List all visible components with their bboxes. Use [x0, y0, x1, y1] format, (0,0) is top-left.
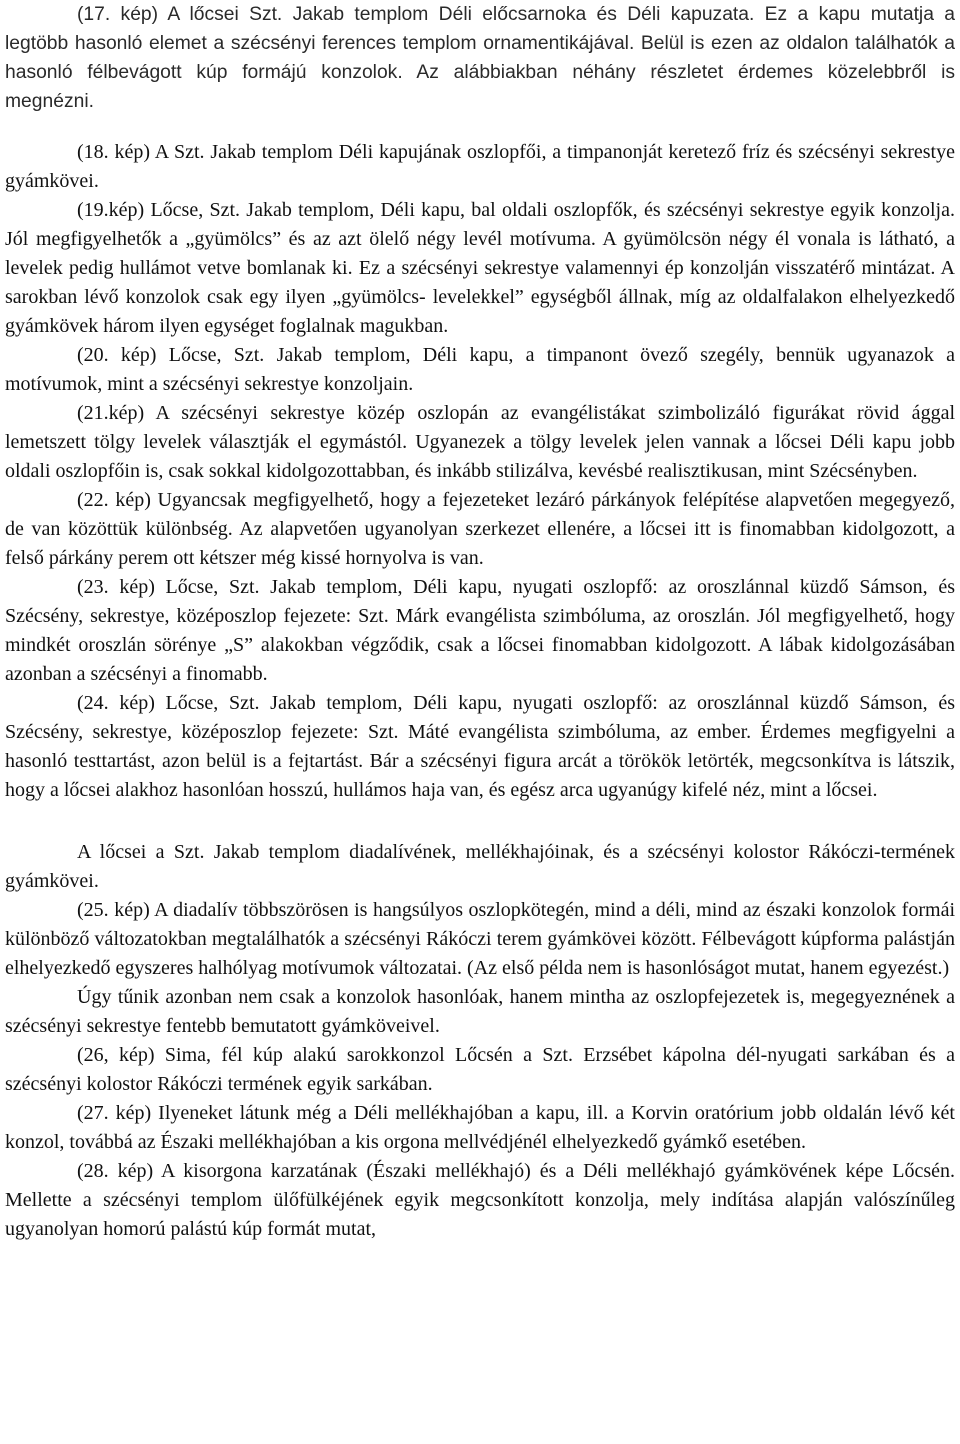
document-page	[5, 0, 955, 1444]
paragraph-17: (17. kép) A lőcsei Szt. Jakab templom Déli előcsarnoka és Déli kapuzata. Ez a kapu mutatja a legtöbb hasonló elemet a szécsényi ferences templom ornamentikájával. Belül is ezen az oldalon találhatók a hasonló félbevágott kúp formájú konzolok. Az alábbiakban néhány részletet érdemes közelebbről is megnézni.	[5, 4, 955, 112]
paragraph-21: (21.kép) A szécsényi sekrestye közép oszlopán az evangélistákat szimbolizáló figurákat rövid ággal lemetszett tölgy levelek választják el egymástól. Ugyanezek a tölgy levelek jelen vannak a lőcsei Déli kapu jobb oldali oszlopfőin is, csak sokkal kidolgozottabban, és inkább stilizálva, kevésbé realisztikusan, mint Szécsényben.	[5, 402, 955, 482]
paragraph-28: (28. kép) A kisorgona karzatának (Északi mellékhajó) és a Déli mellékhajó gyámkövének képe Lőcsén. Mellette a szécsényi templom ülőfülkéjének egyik megcsonkított konzolja, mely indítása alapján valószínűleg ugyanolyan homorú palástú kúp formát mutat,	[5, 1160, 955, 1240]
paragraph-23: (23. kép) Lőcse, Szt. Jakab templom, Déli kapu, nyugati oszlopfő: az oroszlánnal küzdő Sámson, és Szécsény, sekrestye, középoszlop fejezete: Szt. Márk evangélista szimbóluma, az oroszlán. Jól megfigyelhető, hogy mindkét oroszlán sörénye „S” alakokban végződik, csak a lőcsei finomabban kidolgozott. A lábak kidolgozásában azonban a szécsényi a finomabb.	[5, 576, 955, 685]
paragraph-24: (24. kép) Lőcse, Szt. Jakab templom, Déli kapu, nyugati oszlopfő: az oroszlánnal küzdő Sámson, és Szécsény, sekrestye, középoszlop fejezete: Szt. Máté evangélista szimbóluma, az ember. Érdemes megfigyelni a hasonló testtartást, azon belül is a fejtartást. Bár a szécsényi figura arcát a törökök letörték, megcsonkítva is látszik, hogy a lőcsei alakhoz hasonlóan hosszú, hullámos haja van, és egész arca ugyanúgy kifelé néz, mint a lőcsei.	[5, 692, 955, 801]
paragraph-20: (20. kép) Lőcse, Szt. Jakab templom, Déli kapu, a timpanont övező szegély, bennük ugyanazok a motívumok, mint a szécsényi sekrestye konzoljain.	[5, 344, 955, 395]
paragraph-22: (22. kép) Ugyancsak megfigyelhető, hogy a fejezeteket lezáró párkányok felépítése alapvetően megegyező, de van közöttük különbség. Az alapvetően ugyanolyan szerkezet ellenére, a lőcsei itt is finomabban kidolgozott, a felső párkány perem ott kétszer még kissé hornyolva is van.	[5, 489, 955, 569]
paragraph-25: (25. kép) A diadalív többszörösen is hangsúlyos oszlopkötegén, mind a déli, mind az északi konzolok formái különböző változatokban megtalálhatók a szécsényi Rákóczi terem gyámkövei között. Félbevágott kúpforma palástján elhelyezkedő egyszeres halhólyag motívumok változatai. (Az első példa nem is hasonlóságot mutat, hanem egyezést.)	[5, 899, 955, 979]
paragraph-18: (18. kép) A Szt. Jakab templom Déli kapujának oszlopfői, a timpanonját keretező fríz és szécsényi sekrestye gyámkövei.	[5, 141, 955, 192]
paragraph-26: (26, kép) Sima, fél kúp alakú sarokkonzol Lőcsén a Szt. Erzsébet kápolna dél-nyugati sarkában és a szécsényi kolostor Rákóczi termének egyik sarkában.	[5, 1044, 955, 1095]
paragraph-konzolok: Úgy tűnik azonban nem csak a konzolok hasonlóak, hanem mintha az oszlopfejezetek is, megegyeznének a szécsényi sekrestye fentebb bemutatott gyámköveivel.	[5, 986, 955, 1037]
paragraph-19: (19.kép) Lőcse, Szt. Jakab templom, Déli kapu, bal oldali oszlopfők, és szécsényi sekrestye egyik konzolja. Jól megfigyelhetők a „gyümölcs” és az azt ölelő négy levél motívuma. A gyümölcsön négy él vonala is látható, a levelek pedig hullámot vetve bomlanak ki. Ez a szécsényi sekrestye valamennyi ép konzolján visszatérő mintázat. A sarokban lévő konzolok csak egy ilyen „gyümölcs- levelekkel” egységből állnak, míg az oldalfalakon elhelyezkedő gyámkövek három ilyen egységet foglalnak magukban.	[5, 199, 955, 337]
paragraph-27: (27. kép) Ilyeneket látunk még a Déli mellékhajóban a kapu, ill. a Korvin oratórium jobb oldalán lévő két konzol, továbbá az Északi mellékhajóban a kis orgona mellvédjénél elhelyezkedő gyámkő esetében.	[5, 1102, 955, 1153]
section-heading-diadaliv: A lőcsei a Szt. Jakab templom diadalívének, mellékhajóinak, és a szécsényi kolostor Rákóczi-termének gyámkövei.	[5, 841, 955, 892]
